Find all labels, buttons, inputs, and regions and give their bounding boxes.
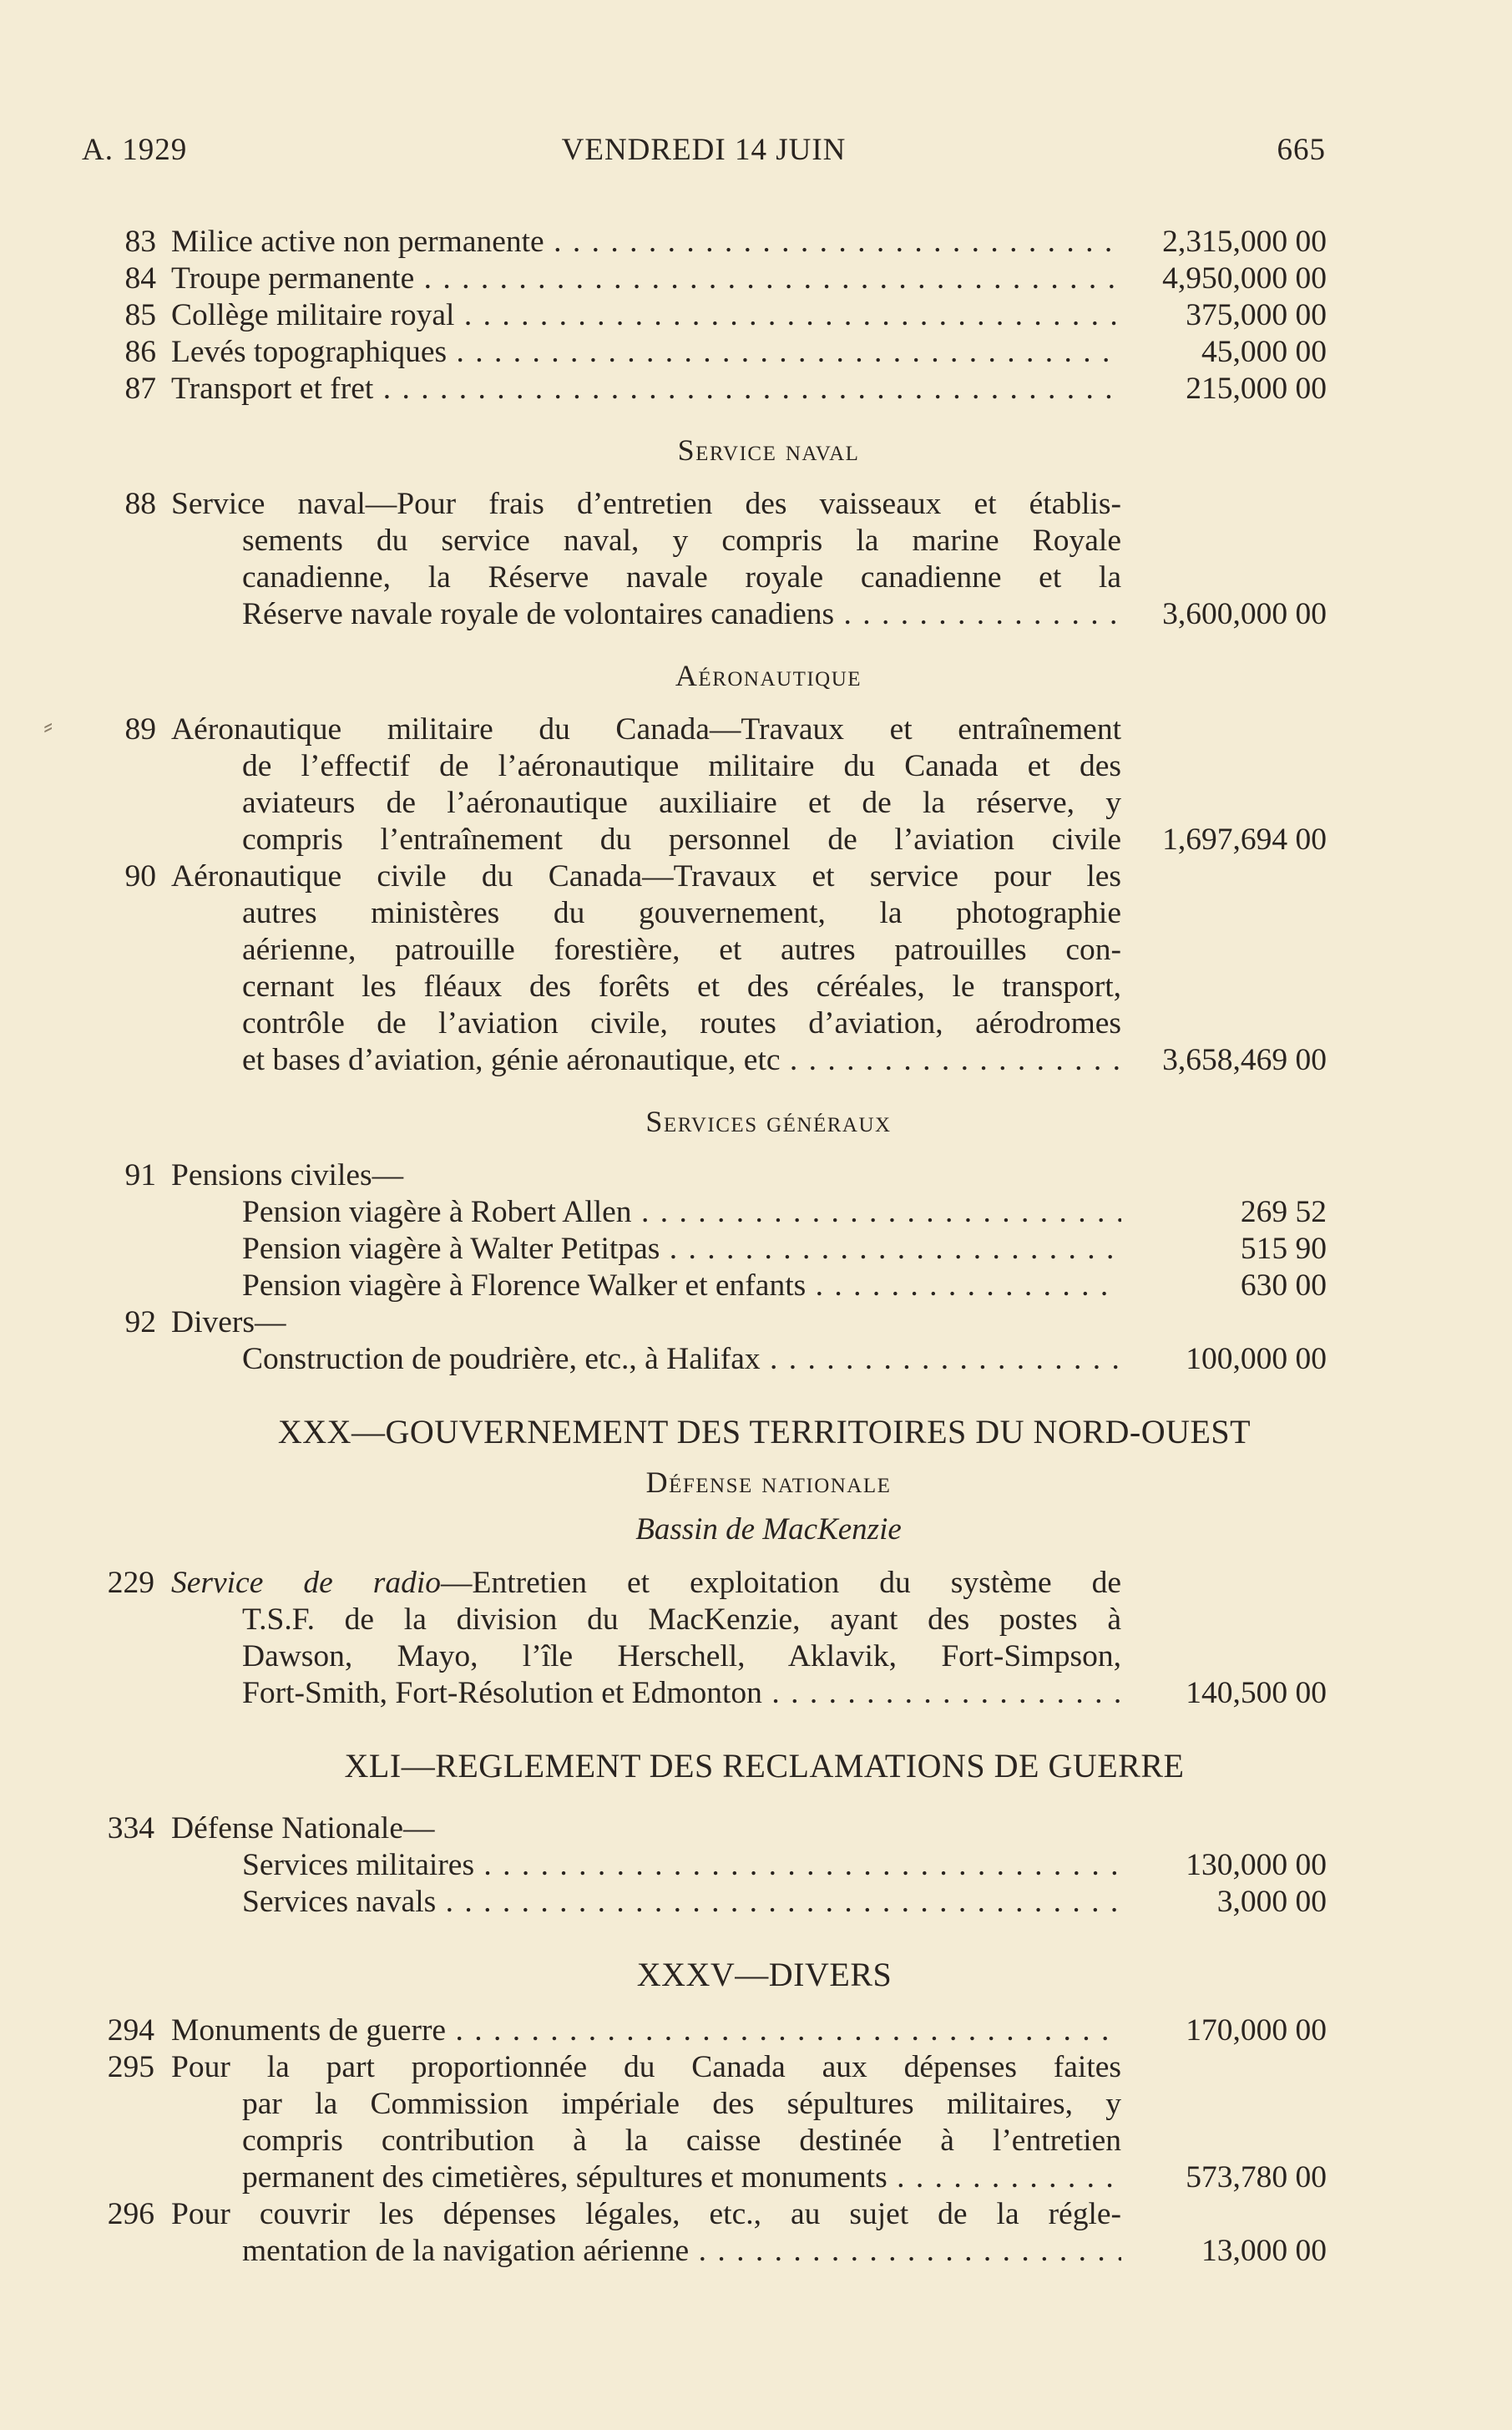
item-text: Monuments de guerre . . . — [171, 2012, 1121, 2049]
list-item — [0, 334, 1512, 371]
item-text: sements du service naval, y compris la marine Royale — [242, 524, 1121, 558]
list-item — [0, 2196, 1512, 2233]
item-continuation — [0, 1005, 1512, 1042]
item-text: autres ministères du gouvernement, la photographie — [242, 896, 1121, 930]
item-number: 83 — [124, 225, 156, 259]
division-title-war-claims: XLI—REGLEMENT DES RECLAMATIONS DE GUERRE — [344, 1747, 1185, 1785]
sub-item — [0, 1231, 1512, 1268]
list-item — [0, 371, 1512, 408]
item-text: Pour la part proportionnée du Canada aux dépenses faites — [171, 2050, 1121, 2084]
list-item — [0, 858, 1512, 895]
subheading-mackenzie: Bassin de MacKenzie — [635, 1512, 902, 1547]
item-text: Collège militaire royal . . . — [171, 297, 1121, 334]
list-item — [0, 261, 1512, 297]
item-text-rest: —Entretien et exploitation du système de — [441, 1566, 1121, 1600]
item-text: et bases d’aviation, génie aéronautique, etc . . . — [242, 1042, 1121, 1079]
item-text: Dawson, Mayo, l’île Herschell, Aklavik, Fort-Simpson, — [242, 1639, 1121, 1673]
division-title-territories: XXX—GOUVERNEMENT DES TERRITOIRES DU NORD-OUEST — [277, 1413, 1252, 1450]
item-continuation — [0, 932, 1512, 969]
item-text: Aéronautique civile du Canada—Travaux et service pour les — [171, 859, 1121, 894]
item-amount: 375,000 00 — [1186, 298, 1327, 332]
item-amount: 515 90 — [1240, 1232, 1327, 1266]
item-number: 88 — [124, 487, 156, 521]
item-amount: 170,000 00 — [1186, 2013, 1327, 2048]
item-text: Fort-Smith, Fort-Résolution et Edmonton . . . — [242, 1675, 1121, 1712]
item-continuation — [0, 596, 1512, 633]
item-number: 87 — [124, 372, 156, 406]
item-amount: 215,000 00 — [1186, 372, 1327, 406]
item-amount: 3,658,469 00 — [1162, 1043, 1327, 1077]
item-number: 229 — [107, 1566, 154, 1600]
item-continuation — [0, 2123, 1512, 2159]
item-text: cernant les fléaux des forêts et des céréales, le transport, — [242, 969, 1121, 1004]
item-text: Aéronautique militaire du Canada—Travaux et entraînement — [171, 712, 1121, 747]
item-continuation — [0, 748, 1512, 785]
item-amount: 3,600,000 00 — [1162, 597, 1327, 631]
list-item — [0, 224, 1512, 261]
section-heading-naval: Service naval — [677, 433, 860, 467]
item-number: 294 — [107, 2013, 154, 2048]
item-number: 89 — [124, 712, 156, 747]
item-text: Défense Nationale— — [171, 1811, 435, 1845]
list-item — [0, 711, 1512, 748]
item-amount: 100,000 00 — [1186, 1342, 1327, 1376]
section-heading-aero: Aéronautique — [675, 659, 862, 692]
item-continuation — [0, 559, 1512, 596]
item-continuation — [0, 2086, 1512, 2123]
item-number: 84 — [124, 261, 156, 296]
item-text: T.S.F. de la division du MacKenzie, ayant des postes à — [242, 1602, 1121, 1637]
item-number: 334 — [107, 1811, 154, 1845]
item-number: 296 — [107, 2197, 154, 2231]
item-text: permanent des cimetières, sépultures et monuments . . . — [242, 2159, 1121, 2196]
list-item — [0, 1565, 1512, 1602]
item-amount: 3,000 00 — [1216, 1885, 1327, 1919]
list-item — [0, 297, 1512, 334]
item-continuation — [0, 785, 1512, 822]
item-text: par la Commission impériale des sépultures militaires, y — [242, 2087, 1121, 2121]
list-item — [0, 1810, 1512, 1847]
item-continuation — [0, 1042, 1512, 1079]
item-text: compris l’entraînement du personnel de l’aviation civile — [242, 823, 1121, 857]
list-item — [0, 2049, 1512, 2086]
item-text: Troupe permanente . . . — [171, 261, 1121, 297]
item-amount: 1,697,694 00 — [1162, 823, 1327, 857]
item-amount: 573,780 00 — [1186, 2160, 1327, 2195]
item-number: 92 — [124, 1305, 156, 1339]
item-text: Réserve navale royale de volontaires canadiens . . . — [242, 596, 1121, 633]
item-number: 295 — [107, 2050, 154, 2084]
item-text: Pension viagère à Florence Walker et enfants . . . — [242, 1268, 1121, 1304]
item-continuation — [0, 822, 1512, 858]
item-text: Transport et fret . . . — [171, 371, 1121, 408]
item-continuation — [0, 1602, 1512, 1638]
sub-item — [0, 1268, 1512, 1304]
list-item — [0, 1304, 1512, 1341]
item-text: canadienne, la Réserve navale royale canadienne et la — [242, 560, 1121, 595]
item-text: Levés topographiques . . . — [171, 334, 1121, 371]
item-amount: 130,000 00 — [1186, 1848, 1327, 1882]
item-text: Services navals . . . — [242, 1884, 1121, 1921]
item-number: 86 — [124, 335, 156, 369]
item-text: Pour couvrir les dépenses légales, etc., au sujet de la régle- — [171, 2197, 1121, 2231]
item-amount: 45,000 00 — [1201, 335, 1327, 369]
item-text: Pension viagère à Robert Allen . . . — [242, 1194, 1121, 1231]
item-number: 85 — [124, 298, 156, 332]
sub-item — [0, 1341, 1512, 1378]
section-heading-defense: Défense nationale — [645, 1466, 892, 1499]
list-item — [0, 486, 1512, 523]
item-number: 90 — [124, 859, 156, 894]
item-continuation — [0, 2159, 1512, 2196]
item-text: Service naval—Pour frais d’entretien des vaisseaux et établis- — [171, 487, 1121, 521]
item-amount: 269 52 — [1240, 1195, 1327, 1229]
item-text: Construction de poudrière, etc., à Halifax . . . — [242, 1341, 1121, 1378]
item-continuation — [0, 969, 1512, 1005]
item-text: Services militaires . . . — [242, 1847, 1121, 1884]
list-item — [0, 2012, 1512, 2049]
running-head-year: A. 1929 — [82, 133, 188, 167]
item-continuation — [0, 2233, 1512, 2270]
item-number: 91 — [124, 1158, 156, 1192]
item-amount: 630 00 — [1240, 1268, 1327, 1303]
item-continuation — [0, 1675, 1512, 1712]
estimates-list — [0, 224, 1512, 2270]
item-text: aérienne, patrouille forestière, et autres patrouilles con- — [242, 933, 1121, 967]
sub-item — [0, 1847, 1512, 1884]
sub-item — [0, 1884, 1512, 1921]
running-head-date: VENDREDI 14 JUIN — [561, 133, 847, 167]
sub-item — [0, 1194, 1512, 1231]
item-text: Pensions civiles— — [171, 1158, 404, 1192]
item-text: mentation de la navigation aérienne . . . — [242, 2233, 1121, 2270]
section-heading-general: Services généraux — [645, 1105, 892, 1138]
item-text: Pension viagère à Walter Petitpas . . . — [242, 1231, 1121, 1268]
item-amount: 140,500 00 — [1186, 1676, 1327, 1710]
item-text: contrôle de l’aviation civile, routes d’aviation, aérodromes — [242, 1006, 1121, 1040]
item-text: Milice active non permanente . . . — [171, 224, 1121, 261]
item-text: aviateurs de l’aéronautique auxiliaire et de la réserve, y — [242, 786, 1121, 820]
item-continuation — [0, 523, 1512, 559]
division-title-divers: XXXV—DIVERS — [636, 1956, 893, 1993]
page-number: 665 — [1277, 133, 1326, 167]
item-text: Divers— — [171, 1305, 286, 1339]
item-text: de l’effectif de l’aéronautique militaire du Canada et des — [242, 749, 1121, 783]
item-text: compris contribution à la caisse destinée à l’entretien — [242, 2124, 1121, 2158]
item-lead: Service de radio — [171, 1566, 442, 1600]
item-amount: 13,000 00 — [1201, 2234, 1327, 2268]
item-continuation — [0, 1638, 1512, 1675]
item-amount: 2,315,000 00 — [1162, 225, 1327, 259]
list-item — [0, 1157, 1512, 1194]
margin-mark: ⸗ — [43, 711, 53, 742]
item-amount: 4,950,000 00 — [1162, 261, 1327, 296]
item-text — [171, 1565, 1121, 1602]
running-head — [82, 132, 1326, 174]
item-continuation — [0, 895, 1512, 932]
